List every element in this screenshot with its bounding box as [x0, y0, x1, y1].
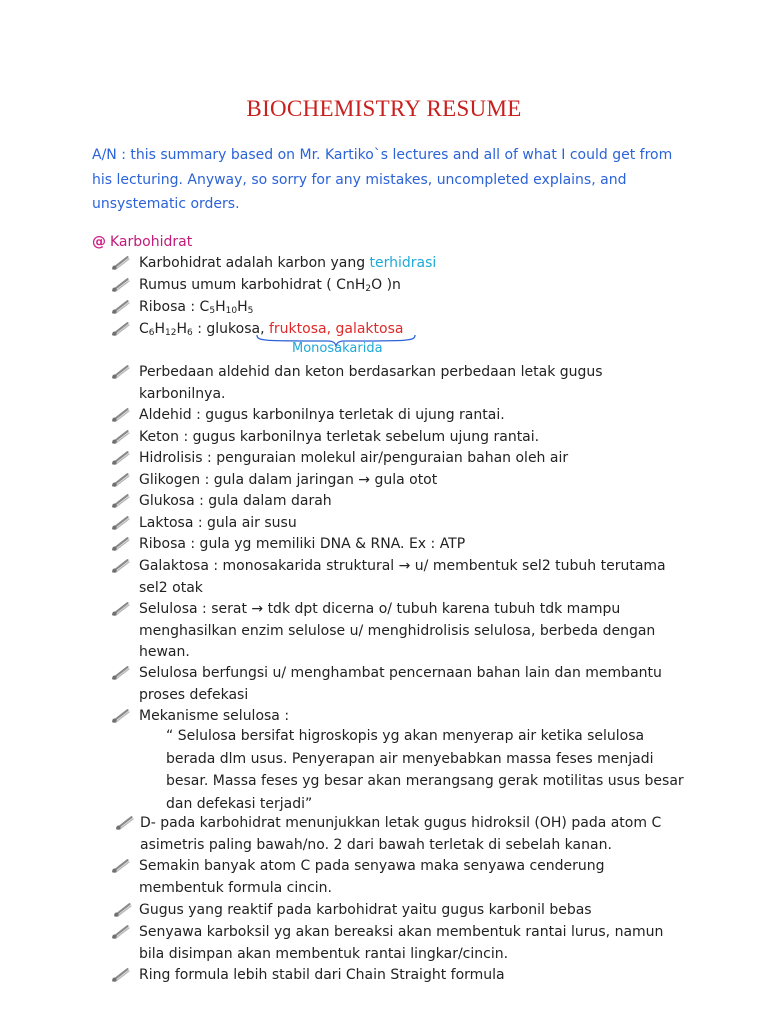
item-text: Glukosa : gula dalam darah [139, 493, 332, 509]
pencil-bullet-icon [112, 365, 130, 379]
pencil-bullet-icon [112, 278, 130, 292]
pencil-bullet-icon [112, 537, 130, 551]
list-item [112, 556, 672, 599]
pencil-bullet-icon [112, 516, 130, 530]
item-text: Karbohidrat adalah karbon yang [139, 255, 370, 271]
list-item [112, 275, 672, 297]
list-item [112, 297, 672, 319]
pencil-bullet-icon [112, 968, 130, 982]
pencil-bullet-icon [116, 816, 134, 830]
list-item [112, 405, 672, 427]
item-text: Ribosa : C [139, 299, 210, 315]
document-title: BIOCHEMISTRY RESUME [246, 96, 522, 121]
section-label: Karbohidrat [110, 234, 193, 250]
item-text: Mekanisme selulosa : [139, 708, 290, 724]
item-text: Selulosa berfungsi u/ menghambat pencernaan bahan lain dan membantu proses defekasi [139, 665, 662, 703]
item-text: H [176, 321, 188, 337]
list-item [112, 448, 672, 470]
pencil-bullet-icon [112, 430, 130, 444]
item-text: D- pada karbohidrat menunjukkan letak gugus hidroksil (OH) pada atom C asimetris paling bawah/no. 2 dari bawah terletak di sebelah kanan. [140, 815, 662, 853]
item-text: Senyawa karboksil yg akan bereaksi akan membentuk rantai lurus, namun bila disimpan akan membentuk rantai lingkar/cincin. [139, 924, 664, 962]
section-at-symbol: @ [92, 234, 106, 250]
list-item [112, 965, 672, 987]
list-item [112, 663, 672, 706]
subscript: 10 [225, 306, 238, 316]
list-item [112, 470, 672, 492]
list-item [112, 491, 672, 513]
list-item [112, 922, 672, 965]
item-text: Hidrolisis : penguraian molekul air/penguraian bahan oleh air [139, 450, 569, 466]
highlight-text: terhidrasi [369, 255, 437, 271]
monosaccharide-red-text: fruktosa, galaktosa [268, 321, 404, 337]
subscript: 12 [165, 328, 177, 338]
pencil-bullet-icon [112, 473, 130, 487]
item-text: H [215, 299, 226, 315]
subscript: 6 [187, 328, 193, 338]
item-text: : glukosa, [192, 321, 269, 337]
item-text: Aldehid : gugus karbonilnya terletak di ujung rantai. [139, 407, 505, 423]
pencil-bullet-icon [112, 602, 130, 616]
item-text: Glikogen : gula dalam jaringan → gula otot [139, 472, 438, 488]
item-text: H [237, 299, 248, 315]
list-item [112, 362, 672, 405]
author-note: A/N : this summary based on Mr. Kartiko`s lectures and all of what I could get from his lecturing. Anyway, so sorry for any mistakes, uncompleted explains, and unsystematic orders. [92, 147, 673, 212]
pencil-bullet-icon [112, 925, 130, 939]
pencil-bullet-icon [112, 859, 130, 873]
subscript: 5 [247, 306, 254, 316]
subscript: 2 [365, 284, 372, 294]
pencil-bullet-icon [112, 709, 130, 723]
item-text: Semakin banyak atom C pada senyawa maka senyawa cenderung membentuk formula cincin. [139, 858, 605, 896]
list-item [112, 253, 672, 275]
item-text: Ribosa : gula yg memiliki DNA & RNA. Ex : ATP [139, 536, 466, 552]
item-text: Gugus yang reaktif pada karbohidrat yaitu gugus karbonil bebas [139, 902, 592, 918]
item-text: Perbedaan aldehid dan keton berdasarkan perbedaan letak gugus karbonilnya. [139, 364, 603, 402]
pencil-bullet-icon [112, 559, 130, 573]
pencil-bullet-icon [112, 408, 130, 422]
item-text: Ring formula lebih stabil dari Chain Straight formula [139, 967, 505, 983]
section-heading [92, 232, 192, 252]
pencil-bullet-icon [114, 903, 132, 917]
list-item [114, 900, 674, 922]
list-item [112, 534, 672, 556]
monosakarida-label: Monosakarida [292, 341, 383, 356]
item-text: C [139, 321, 149, 337]
list-item [112, 513, 672, 535]
list-item [116, 813, 676, 856]
item-text: H [154, 321, 166, 337]
pencil-bullet-icon [112, 451, 130, 465]
list-item [112, 427, 672, 449]
subscript: 6 [148, 328, 155, 338]
pencil-bullet-icon [112, 494, 130, 508]
pencil-bullet-icon [112, 666, 130, 680]
pencil-bullet-icon [112, 322, 130, 336]
item-text: Keton : gugus karbonilnya terletak sebelum ujung rantai. [139, 429, 540, 445]
item-text: Selulosa : serat → tdk dpt dicerna o/ tubuh karena tubuh tdk mampu menghasilkan enzim selulose u/ menghidrolisis selulosa, berbeda dengan hewan. [139, 601, 656, 660]
item-text: Laktosa : gula air susu [139, 515, 297, 531]
selulosa-quote: “ Selulosa bersifat higroskopis yg akan menyerap air ketika selulosa berada dlm usus. Penyerapan air menyebabkan massa feses menjadi besar. Massa feses yg besar akan merangsang gerak motilitas usus besar dan defekasi terjadi” [166, 728, 684, 812]
pencil-bullet-icon [112, 256, 130, 270]
subscript: 5 [209, 306, 216, 316]
list-item [112, 599, 672, 664]
item-text: Rumus umum karbohidrat ( CnH [139, 277, 366, 293]
list-item [112, 856, 672, 899]
item-text: Galaktosa : monosakarida struktural → u/ membentuk sel2 tubuh terutama sel2 otak [139, 558, 666, 596]
item-text: O )n [371, 277, 401, 293]
pencil-bullet-icon [112, 300, 130, 314]
